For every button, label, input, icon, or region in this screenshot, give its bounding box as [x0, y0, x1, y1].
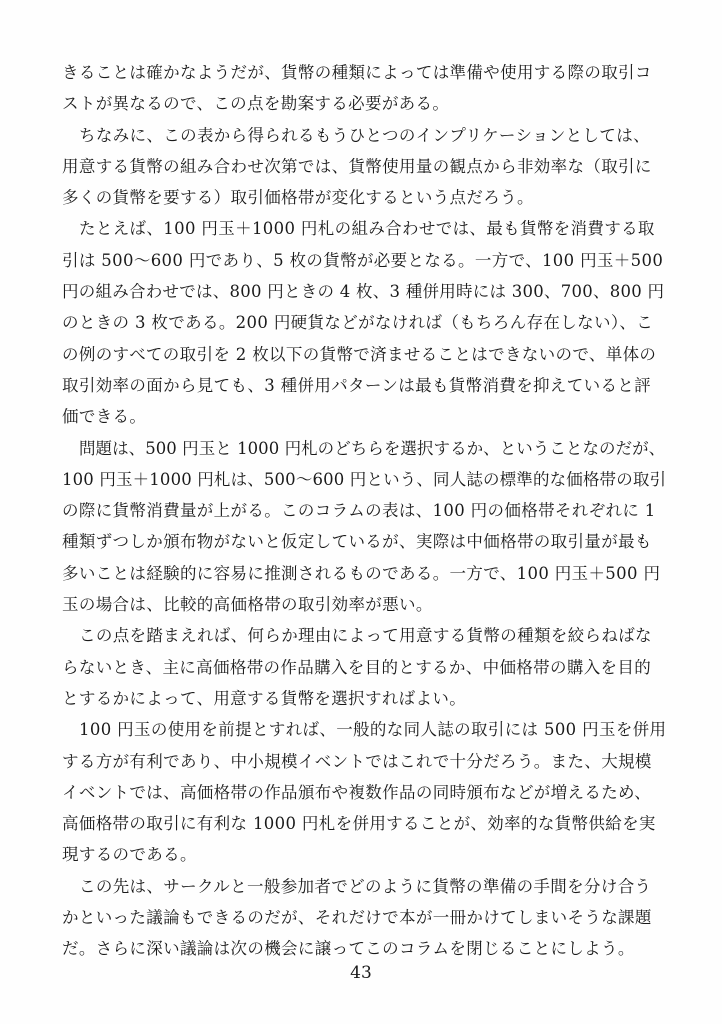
text-line: 引は 500〜600 円であり、5 枚の貨幣が必要となる。一方で、100 円玉＋500 [62, 250, 664, 270]
text-line: 高価格帯の取引に有利な 1000 円札を併用することが、効率的な貨幣供給を実 [62, 814, 656, 834]
text-line: この点を踏まえれば、何らか理由によって用意する貨幣の種類を絞らねばな [79, 626, 652, 646]
text-line: 玉の場合は、比較的高価格帯の取引効率が悪い。 [62, 595, 433, 615]
text-line: かといった議論もできるのだが、それだけで本が一冊かけてしまいそうな課題 [62, 908, 652, 928]
text-line: とするかによって、用意する貨幣を選択すればよい。 [62, 688, 467, 708]
text-line: のときの 3 枚である。200 円硬貨などがなければ（もちろん存在しない）、こ [62, 313, 654, 333]
text-line: きることは確かなようだが、貨幣の種類によっては準備や使用する際の取引コ [62, 63, 652, 82]
text-line: だ。さらに深い議論は次の機会に譲ってこのコラムを閉じることにしよう。 [62, 939, 635, 959]
text-line: たとえば、100 円玉＋1000 円札の組み合わせでは、最も貨幣を消費する取 [79, 219, 655, 239]
text-line: 種類ずつしか頒布物がないと仮定しているが、実際は中価格帯の取引量が最も [62, 532, 652, 552]
text-line: 価できる。 [62, 407, 147, 427]
text-line: この先は、サークルと一般参加者でどのように貨幣の準備の手間を分け合う [79, 876, 652, 896]
text-line: 円の組み合わせでは、800 円ときの 4 枚、3 種併用時には 300、700、800 円 [62, 282, 665, 302]
text-line: ストが異なるので、この点を勘案する必要がある。 [62, 94, 450, 114]
text-line: する方が有利であり、中小規模イベントではこれで十分だろう。また、大規模 [62, 751, 652, 771]
text-line: らないとき、主に高価格帯の作品購入を目的とするか、中価格帯の購入を目的 [62, 657, 652, 677]
text-line: ちなみに、この表から得られるもうひとつのインプリケーションとしては、 [79, 125, 650, 145]
page-number: 43 [350, 963, 372, 983]
text-line: 多いことは経験的に容易に推測されるものである。一方で、100 円玉＋500 円 [62, 563, 661, 583]
text-line: 多くの貨幣を要する）取引価格帯が変化するという点だろう。 [62, 188, 534, 208]
body-text [62, 57, 668, 965]
text-line: の例のすべての取引を 2 枚以下の貨幣で済ませることはできないので、単体の [62, 344, 657, 364]
text-line: 問題は、500 円玉と 1000 円札のどちらを選択するか、ということなのだが、 [79, 438, 666, 458]
text-line: 取引効率の面から見ても、3 種併用パターンは最も貨幣消費を抑えていると評 [62, 375, 652, 395]
text-line: イベントでは、高価格帯の作品頒布や複数作品の同時頒布などが増えるため、 [62, 782, 652, 802]
text-line: 現するのである。 [62, 845, 197, 865]
text-line: 用意する貨幣の組み合わせ次第では、貨幣使用量の観点から非効率な（取引に [62, 156, 652, 176]
text-line: の際に貨幣消費量が上がる。このコラムの表は、100 円の価格帯それぞれに 1 [62, 501, 656, 521]
text-line: 100 円玉＋1000 円札は、500〜600 円という、同人誌の標準的な価格帯の取引 [62, 469, 667, 489]
text-line: 100 円玉の使用を前提とすれば、一般的な同人誌の取引には 500 円玉を併用 [79, 720, 667, 740]
